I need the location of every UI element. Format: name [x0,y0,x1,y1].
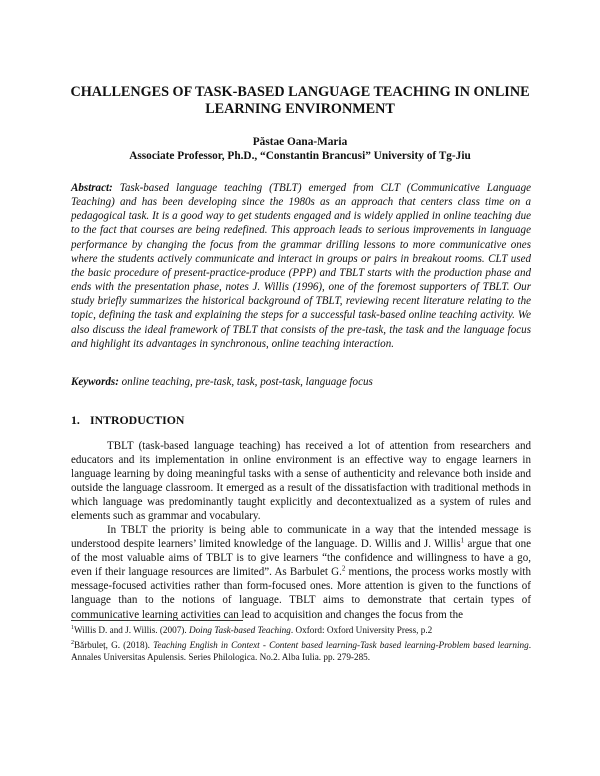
footnote-divider [71,620,243,621]
keywords [71,375,531,389]
paper-title: CHALLENGES OF TASK-BASED LANGUAGE TEACHING IN ONLINE LEARNING ENVIRONMENT [70,84,530,117]
footnote-1 [71,625,531,637]
footnote-2-text-b: . Annales Universitas Apulensis. Series Philologica. No.2. Alba Iulia. pp. 279-285. [71,640,531,662]
keywords-text: online teaching, pre-task, task, post-task, language focus [121,376,373,388]
section-title: INTRODUCTION [90,413,185,427]
footnote-1-text-b: . Oxford: Oxford University Press, p.2 [290,625,433,635]
author-affiliation: Associate Professor, Ph.D., “Constantin Brancusi” University of Tg-Jiu [129,150,471,162]
paragraph-2-part-a: In TBLT the priority is being able to communicate in a way that the intended message is understood despite learners’ limited knowledge of the language. D. Willis and J. Willis [71,524,531,551]
abstract [71,181,531,351]
abstract-label: Abstract: [71,182,113,194]
author-name: Păstae Oana-Maria [252,136,348,148]
paragraph-1: TBLT (task-based language teaching) has received a lot of attention from researchers and educators and its implementation in online environment is an effective way to engage learners in language learning by doing meaningful tasks with a sense of authenticity and relevance both inside and outside the language classroom. It emerged as a result of the dissatisfaction with traditional methods in which language was predominantly taught explicitly and decontextualized as a system of rules and elements such as grammar and vocabulary. [71,440,531,523]
footnote-ref-2[interactable]: 2 [341,564,346,573]
paragraph-2 [71,523,531,622]
paragraph-2-part-b: argue that one of the most valuable aims of TBLT is to give learners “the confidence and willingness to have a go, even if their language resources are limited”. As Barbulet G. [71,538,531,579]
section-heading [71,413,184,427]
footnote-1-text-a: Willis D. and J. Willis. (2007). [74,625,189,635]
footnote-2-mark: 2 [71,639,74,646]
footnote-ref-1[interactable]: 1 [460,536,465,545]
footnote-2 [71,640,531,663]
abstract-text: Task-based language teaching (TBLT) emerged from CLT (Communicative Language Teaching) and has been developing since the 1980s as an approach that centers class time on a pedagogical task. It is a good way to get students engaged and is widely applied in online teaching due to the fact that courses are being redefined. This approach leads to serious improvements in language performance by changing the focus from the grammar drilling lessons to more communicative ones where the students actively communicate and interact in groups or pairs in breakout rooms. CLT used the basic procedure of present-practice-produce (PPP) and TBLT starts with the production phase and ends with the presentation phase, notes J. Willis (1996), one of the foremost supporters of TBLT. Our study briefly summarizes the historical background of TBLT, reviewing recent literature relating to the topic, defining the task and explaining the steps for a successful task-based online teaching activity. We also discuss the ideal framework of TBLT that consists of the pre-task, the task and the language focus and highlight its advantages in synchronous, online teaching interaction. [71,182,531,350]
footnote-1-title: Doing Task-based Teaching [188,625,291,635]
paragraph-2-part-c: mentions, the process works mostly with message-focused activities rather than form-focused ones. More attention is given to the functions of language than to the notions of language. TBLT aims to demonstrate that certain types of communicative learning activities can lead to acquisition and changes the focus from the [71,566,531,621]
section-number: 1. [71,413,80,427]
footnote-1-mark: 1 [71,624,74,631]
footnote-2-text-a: Bărbuleț, G. (2018). [74,640,154,650]
footnote-2-title: Teaching English in Context - Content based learning-Task based learning-Problem based learning [153,640,529,650]
keywords-label: Keywords: [71,376,119,388]
